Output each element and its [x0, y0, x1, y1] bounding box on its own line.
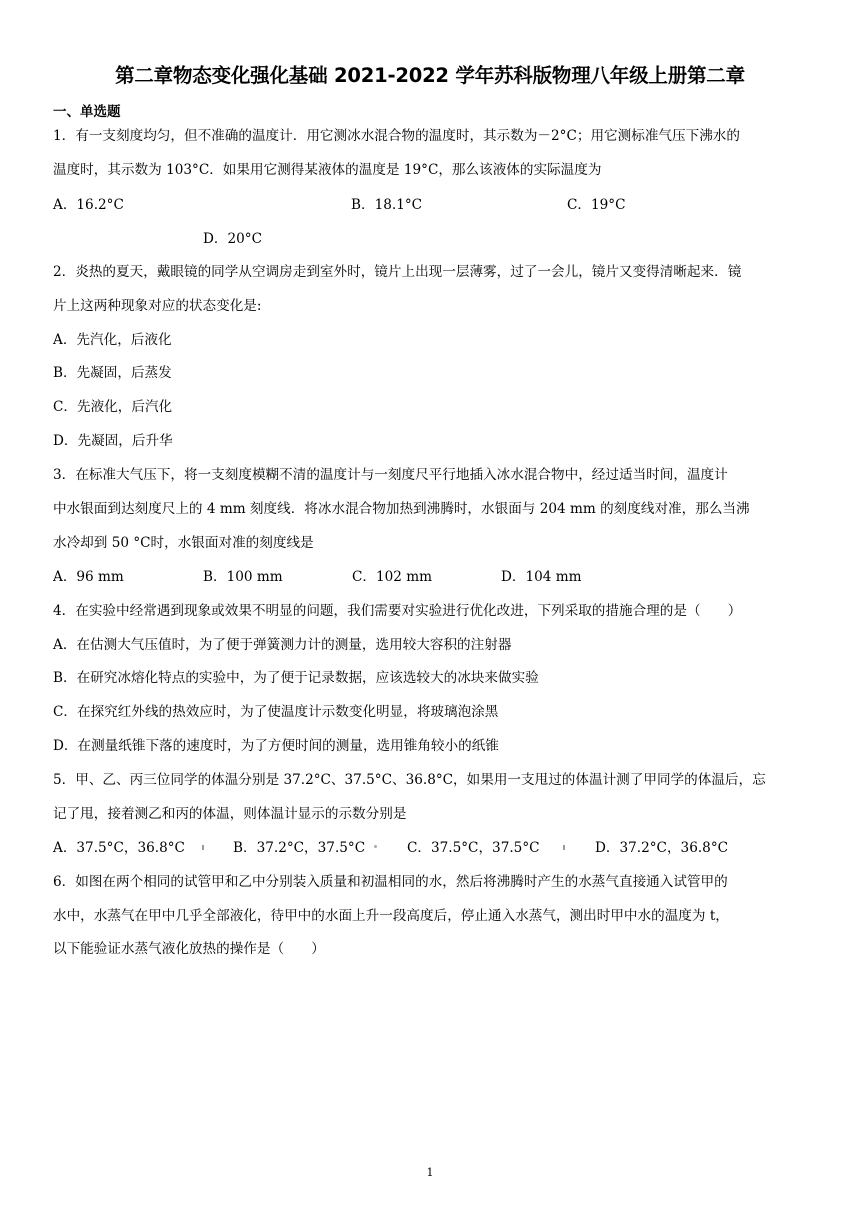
question-6-line-2: 水中，水蒸气在甲中几乎全部液化，待甲中的水面上升一段高度后，停止通入水蒸气，测出时甲中水的温度为 t， — [53, 908, 729, 924]
question-1-option-b: B．18.1°C — [351, 197, 423, 213]
question-5-option-d: D．37.2°C，36.8°C — [595, 840, 729, 856]
question-1-option-d: D．20°C — [203, 231, 262, 247]
question-1-option-c: C．19°C — [567, 197, 626, 213]
question-4-option-c: C．在探究红外线的热效应时，为了使温度计示数变化明显，将玻璃泡涂黑 — [53, 704, 499, 720]
question-1-line-1: 1．有一支刻度均匀，但不准确的温度计．用它测冰水混合物的温度时，其示数为－2°C；用它测标准气压下沸水的 — [53, 128, 740, 144]
question-2-option-b: B．先凝固，后蒸发 — [53, 365, 172, 381]
question-5-option-b: B．37.2°C，37.5°C — [233, 840, 366, 856]
question-2-option-c: C．先液化，后汽化 — [53, 399, 173, 415]
section-heading: 一、单选题 — [53, 104, 121, 120]
document-title: 第二章物态变化强化基础 2021-2022 学年苏科版物理八年级上册第二章 — [115, 64, 745, 87]
question-5-option-a: A．37.5°C，36.8°C — [53, 840, 185, 856]
separator-mark — [374, 845, 377, 848]
question-6-line-3: 以下能验证水蒸气液化放热的操作是（ ） — [53, 941, 325, 957]
question-2-option-d: D．先凝固，后升华 — [53, 433, 173, 449]
question-3-option-a: A．96 mm — [53, 569, 124, 585]
question-2-line-2: 片上这两种现象对应的状态变化是: — [53, 298, 262, 314]
question-3-option-c: C．102 mm — [352, 569, 433, 585]
question-3-option-d: D．104 mm — [501, 569, 582, 585]
question-1-option-a: A．16.2°C — [53, 197, 124, 213]
question-3-line-2: 中水银面到达刻度尺上的 4 mm 刻度线．将冰水混合物加热到沸腾时，水银面与 204 mm 的刻度线对准，那么当沸 — [53, 501, 750, 517]
question-5-line-1: 5．甲、乙、丙三位同学的体温分别是 37.2°C、37.5°C、36.8°C，如果用一支甩过的体温计测了甲同学的体温后，忘 — [53, 772, 766, 788]
question-5-line-2: 记了甩，接着测乙和丙的体温，则体温计显示的示数分别是 — [53, 806, 407, 822]
question-3-option-b: B．100 mm — [203, 569, 283, 585]
question-2-option-a: A．先汽化，后液化 — [53, 332, 172, 348]
question-2-line-1: 2．炎热的夏天，戴眼镜的同学从空调房走到室外时，镜片上出现一层薄雾，过了一会儿，镜片又变得清晰起来．镜 — [53, 264, 742, 280]
question-6-line-1: 6．如图在两个相同的试管甲和乙中分别装入质量和初温相同的水，然后将沸腾时产生的水蒸气直接通入试管甲的 — [53, 874, 728, 890]
question-4-option-a: A．在估测大气压值时，为了便于弹簧测力计的测量，选用较大容积的注射器 — [53, 637, 512, 653]
page-number: 1 — [426, 1166, 434, 1179]
question-4-option-b: B．在研究冰熔化特点的实验中，为了便于记录数据，应该选较大的冰块来做实验 — [53, 670, 539, 686]
separator-mark — [563, 845, 565, 850]
question-3-line-3: 水冷却到 50 °C时，水银面对准的刻度线是 — [53, 535, 314, 551]
question-3-line-1: 3．在标准大气压下，将一支刻度模糊不清的温度计与一刻度尺平行地插入冰水混合物中，经过适当时间，温度计 — [53, 467, 728, 483]
question-4-line-1: 4．在实验中经常遇到现象或效果不明显的问题，我们需要对实验进行优化改进，下列采取的措施合理的是（ ） — [53, 603, 742, 619]
separator-mark — [202, 845, 204, 850]
question-4-option-d: D．在测量纸锥下落的速度时，为了方便时间的测量，选用锥角较小的纸锥 — [53, 738, 499, 754]
question-5-option-c: C．37.5°C，37.5°C — [407, 840, 540, 856]
question-1-line-2: 温度时，其示数为 103°C．如果用它测得某液体的温度是 19°C，那么该液体的实际温度为 — [53, 162, 602, 178]
